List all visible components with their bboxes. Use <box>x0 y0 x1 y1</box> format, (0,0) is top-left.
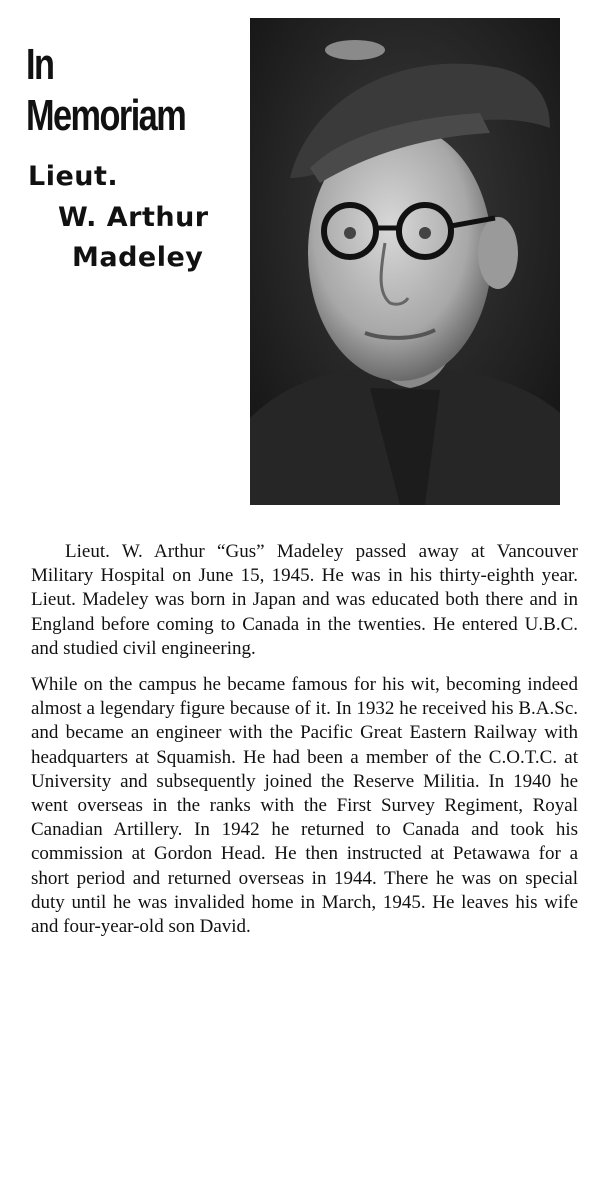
title-line-2: Memoriam <box>26 90 186 140</box>
article-paragraph-1: Lieut. W. Arthur “Gus” Madeley passed away at Vancouver Military Hospital on June 15, 1945. He was in his thirty-eighth year. Lieut. Madeley was born in Japan and was educated both there and in England before coming to Canada in the twenties. He entered U.B.C. and studied civil engineering. <box>31 541 578 659</box>
memorial-article <box>31 540 578 939</box>
portrait-illustration <box>250 18 560 505</box>
memoriam-heading <box>26 40 246 279</box>
portrait-photo <box>250 18 560 505</box>
name-line-2: Madeley <box>72 242 204 274</box>
title-line-1: In <box>26 40 54 89</box>
name-line-1: W. Arthur <box>58 201 209 233</box>
article-paragraph-2: While on the campus he became famous for his wit, becoming indeed almost a legendary figure because of it. In 1932 he received his B.A.Sc. and became an engineer with the Pacific Great Eastern Railway with headquarters at Squamish. He had been a member of the C.O.T.C. at University and subsequently joined the Reserve Militia. In 1940 he went overseas in the ranks with the First Survey Regiment, Royal Canadian Artillery. In 1942 he returned to Canada and took his commission at Gordon Head. He then instructed at Petawawa for a short period and returned overseas in 1944. There he was on special duty until he was invalided home in March, 1945. He leaves his wife and four-year-old son David. <box>31 674 578 938</box>
rank-label: Lieut. <box>28 161 119 193</box>
